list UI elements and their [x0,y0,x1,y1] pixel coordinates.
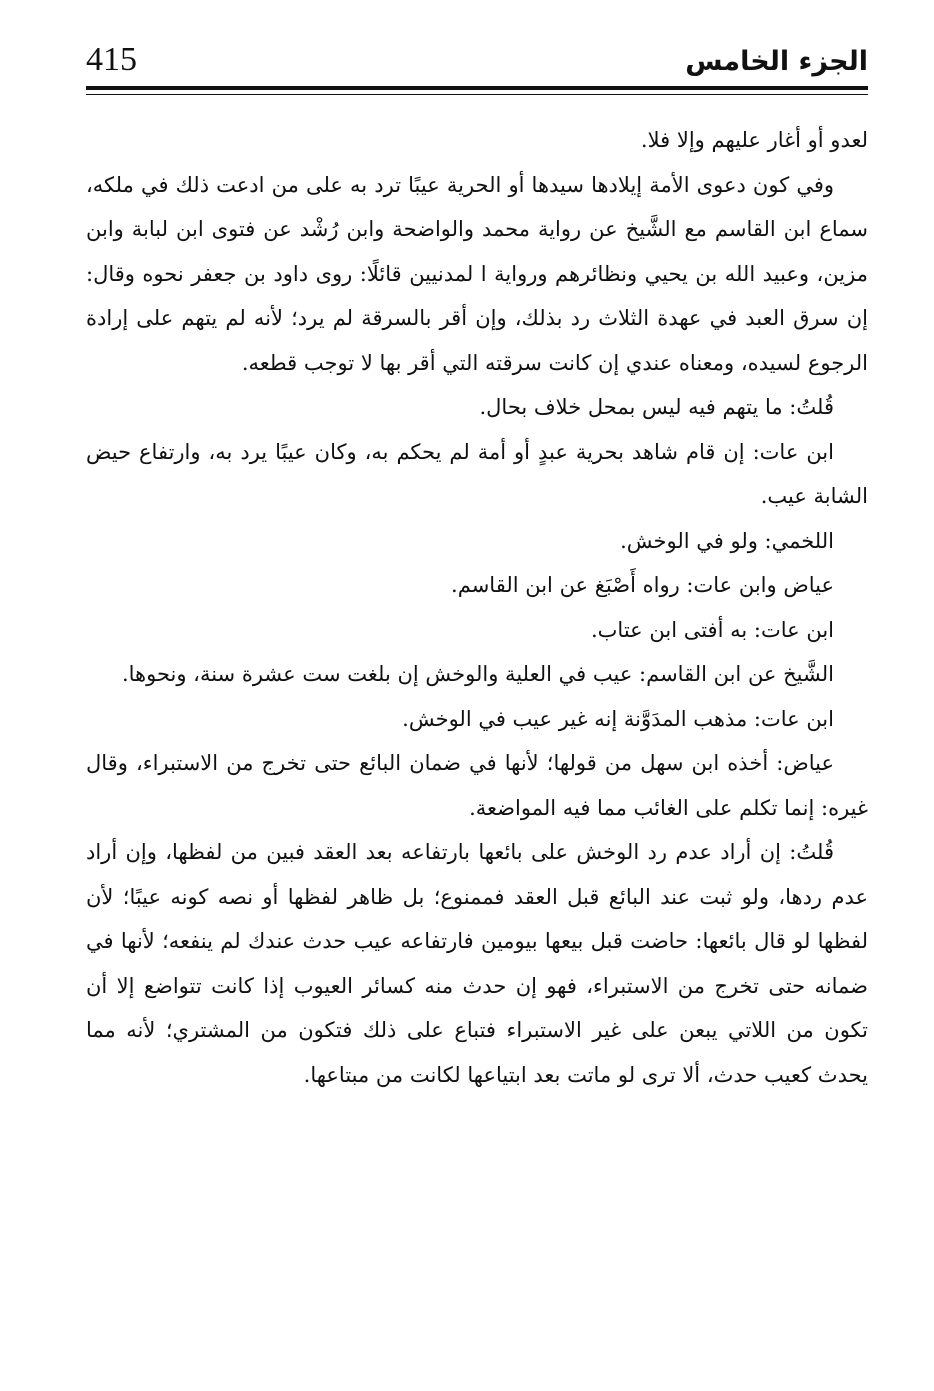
paragraph: قُلتُ: إن أراد عدم رد الوخش على بائعها بارتفاعه بعد العقد فبين من لفظها، وإن أراد عدم ردها، ولو ثبت عند البائع قبل العقد فممنوع؛ بل ظاهر لفظها أو نصه كونه عيبًا؛ لأن لفظها لو قال بائعها: حاضت قبل بيعها بيومين فارتفاعه عيب حدث عندك لم ينفعه؛ لأنها في ضمانه حتى تخرج من الاستبراء، فهو إن حدث منه كسائر العيوب إذا كانت تتواضع إلا أن تكون من اللاتي يبعن على غير الاستبراء فتباع على ذلك فتكون من المشتري؛ لأنه مما يحدث كعيب حدث، ألا ترى لو ماتت بعد ابتياعها لكانت من مبتاعها. [86,840,868,1087]
paragraph: عياض وابن عات: رواه أَصْبَغ عن ابن القاسم. [451,573,834,597]
header-rule-thin [86,94,868,95]
paragraph: ابن عات: مذهب المدَوَّنة إنه غير عيب في الوخش. [402,706,834,731]
paragraph: ابن عات: إن قام شاهد بحرية عبدٍ أو أمة لم يحكم به، وكان عيبًا يرد به، وارتفاع حيض الشابة عيب. [86,439,868,508]
header-rule-thick [86,86,868,90]
body-text [86,118,868,1097]
paragraph: عياض: أخذه ابن سهل من قولها؛ لأنها في ضمان البائع حتى تخرج من الاستبراء، وقال غيره: إنما تكلم على الغائب مما فيه المواضعة. [86,751,868,820]
paragraph: لعدو أو أغار عليهم وإلا فلا. [640,128,868,152]
paragraph: ابن عات: به أفتى ابن عتاب. [590,617,834,642]
running-head: الجزء الخامس [685,46,868,77]
page-header [86,40,868,86]
paragraph: قُلتُ: ما يتهم فيه ليس بمحل خلاف بحال. [479,395,834,419]
paragraph: الشَّيخ عن ابن القاسم: عيب في العلية والوخش إن بلغت ست عشرة سنة، ونحوها. [121,662,834,686]
paragraph: وفي كون دعوى الأمة إيلادها سيدها أو الحرية عيبًا ترد به على من ادعت ذلك في ملكه، سماع ابن القاسم مع الشَّيخ عن رواية محمد والواضحة وابن رُشْد عن فتوى ابن لبابة وابن مزين، وعبيد الله بن يحيي ونظائرهم ورواية ا لمدنيين قائلًا: روى داود بن جعفر نحوه وقال: إن سرق العبد في عهدة الثلاث رد بذلك، وإن أقر بالسرقة لم يرد؛ لأنه لم يتهم على إرادة الرجوع لسيده، ومعناه عندي إن كانت سرقته التي أقر بها لا توجب قطعه. [86,172,868,375]
paragraph: اللخمي: ولو في الوخش. [620,528,834,553]
page-number: 415 [86,41,137,78]
